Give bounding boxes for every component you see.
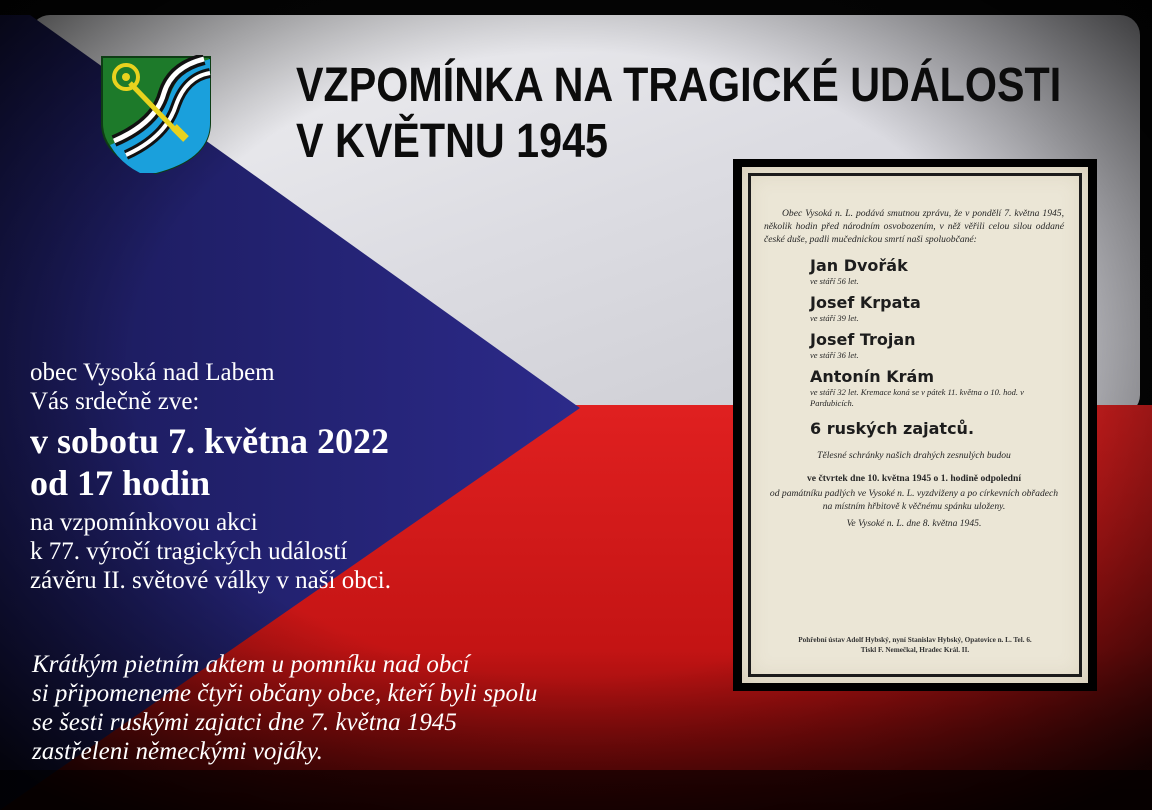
victim-age: ve stáří 56 let.	[810, 276, 859, 286]
footer-line-2: Tiskl F. Nemečkal, Hradec Král. II.	[860, 646, 970, 654]
note-line-4: zastřeleni německými vojáky.	[32, 738, 323, 765]
title-line-1: VZPOMÍNKA NA TRAGICKÉ UDÁLOSTI	[296, 59, 1062, 112]
footer-line-1: Pohřební ústav Adolf Hybský, nyní Stanislav Hybský, Opatovice n. L. Tel. 6.	[798, 636, 1032, 644]
page-title	[296, 58, 1062, 170]
invitation-line-5: na vzpomínkovou akci	[30, 509, 258, 536]
memorial-note	[32, 650, 537, 766]
event-date: v sobotu 7. května 2022	[30, 421, 390, 461]
victim-name: Jan Dvořák	[810, 256, 908, 275]
notice-paper	[742, 167, 1088, 683]
invitation-block	[30, 358, 391, 595]
notice-footer	[772, 635, 1058, 655]
prisoners-line: 6 ruských zajatců.	[810, 419, 975, 438]
victim-name: Antonín Krám	[810, 367, 935, 386]
note-line-3: se šesti ruskými zajatci dne 7. května 1945	[32, 709, 457, 736]
funeral-line-a: Tělesné schránky našich drahých zesnulých budou	[817, 450, 1011, 461]
invitation-line-6: k 77. výročí tragických událostí	[30, 538, 348, 565]
funeral-line-c: od památníku padlých ve Vysoké n. L. vyzdviženy a po církevních obřadech na místním hřbitově k věčnému spánku uloženy.	[769, 488, 1059, 512]
victim-name: Josef Krpata	[810, 293, 921, 312]
invitation-line-7: závěru II. světové války v naší obci.	[30, 567, 391, 594]
note-line-1: Krátkým pietním aktem u pomníku nad obcí	[32, 651, 470, 678]
funeral-line-b	[764, 472, 1064, 485]
victim-age: ve stáří 39 let.	[810, 313, 859, 323]
victim-name: Josef Trojan	[810, 330, 916, 349]
notice-content	[764, 207, 1064, 530]
victim-age: ve stáří 36 let.	[810, 350, 859, 360]
event-time: od 17 hodin	[30, 463, 211, 503]
invitation-line-2: Vás srdečně zve:	[30, 388, 200, 415]
title-line-2: V KVĚTNU 1945	[296, 115, 609, 168]
notice-intro: Obec Vysoká n. L. podává smutnou zprávu, že v pondělí 7. května 1945, několik hodin před národním osvobozením, v něž věřili celou silou oddané české duše, padli mučednickou smrtí naši spoluobčané:	[764, 208, 1064, 245]
notice-place-date: Ve Vysoké n. L. dne 8. května 1945.	[846, 518, 982, 529]
historic-death-notice	[733, 159, 1097, 691]
victim-age: ve stáří 32 let. Kremace koná se v pátek 11. května o 10. hod. v Pardubicích.	[810, 387, 1024, 408]
coat-of-arms-icon	[100, 55, 212, 175]
funeral-date: ve čtvrtek dne 10. května 1945 o 1. hodině odpolední	[806, 473, 1021, 484]
note-line-2: si připomeneme čtyři občany obce, kteří byli spolu	[32, 680, 538, 707]
invitation-line-1: obec Vysoká nad Labem	[30, 359, 275, 386]
